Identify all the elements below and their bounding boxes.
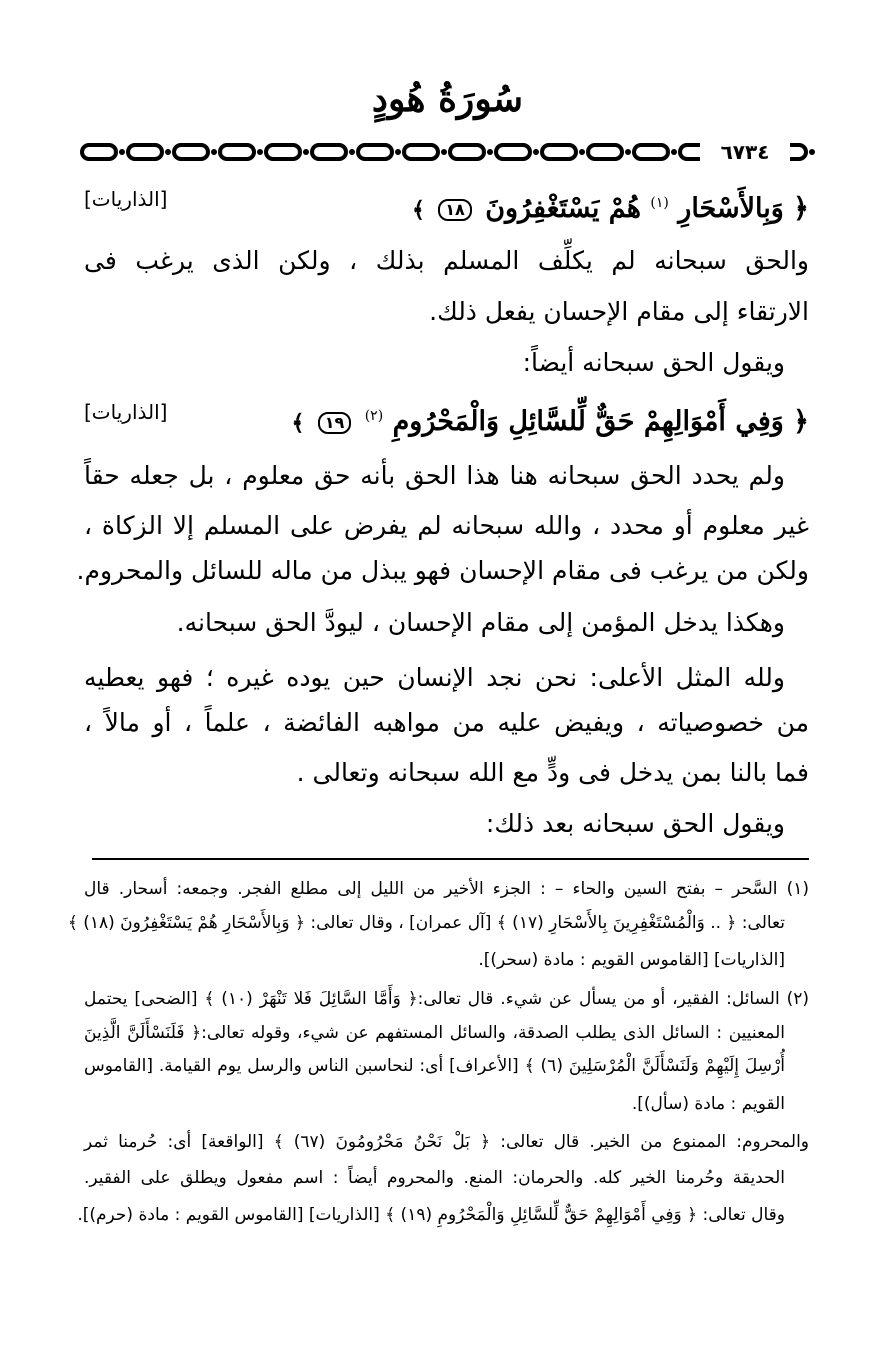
paragraph-line: وهكذا يدخل المؤمن إلى مقام الإحسان ، ليودَّ الحق سبحانه. — [176, 608, 785, 637]
chain-link — [496, 145, 530, 159]
verse-part: ﴿ وَبِالأَسْحَارِ — [678, 193, 809, 224]
chain-link — [450, 145, 484, 159]
footnote-separator — [92, 858, 809, 860]
verse-text — [412, 183, 809, 230]
chain-link — [266, 145, 300, 159]
paragraph-line: ولكن من يرغب فى مقام الإحسان فهو يبذل من ماله للسائل والمحروم. — [76, 556, 809, 585]
chain-dot — [533, 149, 539, 155]
paragraph-line: الارتقاء إلى مقام الإحسان يفعل ذلك. — [429, 297, 809, 326]
footnote-line: (١) السَّحر – بفتح السين والحاء – : الجزء الأخير من الليل إلى مطلع الفجر. وجمعه: أسحار. قال — [84, 879, 809, 899]
chain-link — [174, 145, 208, 159]
ayah-number: ١٨ — [438, 199, 472, 221]
paragraph-line: فما بالنا بمن يدخل فى ودٍّ مع الله سبحانه وتعالى . — [296, 758, 809, 787]
chain-link — [220, 145, 254, 159]
chain-dot — [303, 149, 309, 155]
chain-dot — [257, 149, 263, 155]
paragraph-line: ويقول الحق سبحانه أيضاً: — [522, 348, 785, 377]
footnote-line: المعنيين : السائل الذى يطلب الصدقة، والسائل المستفهم عن شيء، وقوله تعالى:﴿ فَلَنَسْأَلَنَّ الَّذِينَ — [84, 1023, 785, 1043]
surah-title: سُورَةُ هُودٍ — [371, 78, 524, 120]
footnote-line: [الذاريات] [القاموس القويم : مادة (سحر)]. — [478, 950, 785, 970]
page-number: ٦٧٣٤ — [700, 140, 790, 164]
chain-dot — [211, 149, 217, 155]
ornament-bracket: ﴾ — [291, 410, 305, 436]
chain-dot — [625, 149, 631, 155]
footnote-ref: (١) — [650, 195, 669, 211]
paragraph-line: ولله المثل الأعلى: نحن نجد الإنسان حين يوده غيره ؛ فهو يعطيه — [84, 663, 785, 692]
verse-part: ﴿ وَفِي أَمْوَالِهِمْ حَقٌّ لِّلسَّائِلِ وَالْمَحْرُومِ — [392, 406, 809, 437]
chain-dot — [349, 149, 355, 155]
chain-dot — [395, 149, 401, 155]
chain-dot — [441, 149, 447, 155]
chain-dot — [579, 149, 585, 155]
paragraph-line: والحق سبحانه لم يكلِّف المسلم بذلك ، ولكن الذى يرغب فى — [84, 246, 809, 275]
footnote-line: القويم : مادة (سأل)]. — [631, 1094, 785, 1114]
footnote-line: تعالى: ﴿ .. وَالْمُسْتَغْفِرِينَ بِالأَسْحَارِ (١٧) ﴾ [آل عمران] ، وقال تعالى: ﴿ وَبِالأَسْحَارِ هُمْ يَسْتَغْفِرُونَ (١٨) ﴾ — [67, 913, 785, 933]
footnote-line: الحديقة وحُرمنا الخير كله. والحرمان: المنع. والمحروم أيضاً : اسم مفعول ويطلق على الفقير. — [84, 1168, 785, 1188]
paragraph-line: ولم يحدد الحق سبحانه هنا هذا الحق بأنه حق معلوم ، بل جعله حقاً — [84, 461, 785, 490]
chain-dot — [119, 149, 125, 155]
chain-link — [358, 145, 392, 159]
paragraph-line: غير معلوم أو محدد ، والله سبحانه لم يفرض على المسلم إلا الزكاة ، — [84, 511, 809, 540]
verse-source: [الذاريات] — [84, 400, 168, 424]
chain-dot — [165, 149, 171, 155]
chain-link — [404, 145, 438, 159]
chain-dot — [809, 149, 815, 155]
chain-link — [588, 145, 622, 159]
footnote-line: (٢) السائل: الفقير، أو من يسأل عن شيء. قال تعالى:﴿ وَأَمَّا السَّائِلَ فَلا تَنْهَرْ (١٠) ﴾ [الضحى] يحتمل — [84, 989, 809, 1009]
footnote-line: أُرْسِلَ إِلَيْهِمْ وَلَنَسْأَلَنَّ الْمُرْسَلِينَ (٦) ﴾ [الأعراف] أى: لنحاسبن الناس والرسل يوم القيامة. [القاموس — [84, 1056, 785, 1076]
ornament-bracket: ﴾ — [411, 197, 425, 223]
footnote-ref: (٢) — [364, 408, 384, 424]
chain-link — [82, 145, 116, 159]
chain-link — [312, 145, 346, 159]
verse-source: [الذاريات] — [84, 187, 168, 211]
paragraph-line: من خصوصياته ، ويفيض عليه من مواهبه الفائضة ، علماً ، أو مالاً ، — [84, 708, 809, 737]
chain-link — [128, 145, 162, 159]
verse-part: هُمْ يَسْتَغْفِرُونَ — [485, 193, 641, 224]
verse-text — [291, 396, 809, 443]
chain-dot — [487, 149, 493, 155]
paragraph-line: ويقول الحق سبحانه بعد ذلك: — [485, 809, 785, 838]
footnote-line: وقال تعالى: ﴿ وَفِي أَمْوَالِهِمْ حَقٌّ لِّلسَّائِلِ وَالْمَحْرُومِ (١٩) ﴾ [الذاريات] [القاموس القويم : مادة (حرم)]. — [77, 1205, 785, 1225]
chain-link — [634, 145, 668, 159]
verse-block — [84, 396, 809, 440]
ayah-number: ١٩ — [318, 412, 352, 434]
footnote-line: والمحروم: الممنوع من الخير. قال تعالى: ﴿ بَلْ نَحْنُ مَحْرُومُونَ (٦٧) ﴾ [الواقعة] أى: حُرمنا ثمر — [84, 1132, 809, 1152]
verse-block — [84, 183, 809, 227]
chain-dot — [671, 149, 677, 155]
chain-link — [542, 145, 576, 159]
